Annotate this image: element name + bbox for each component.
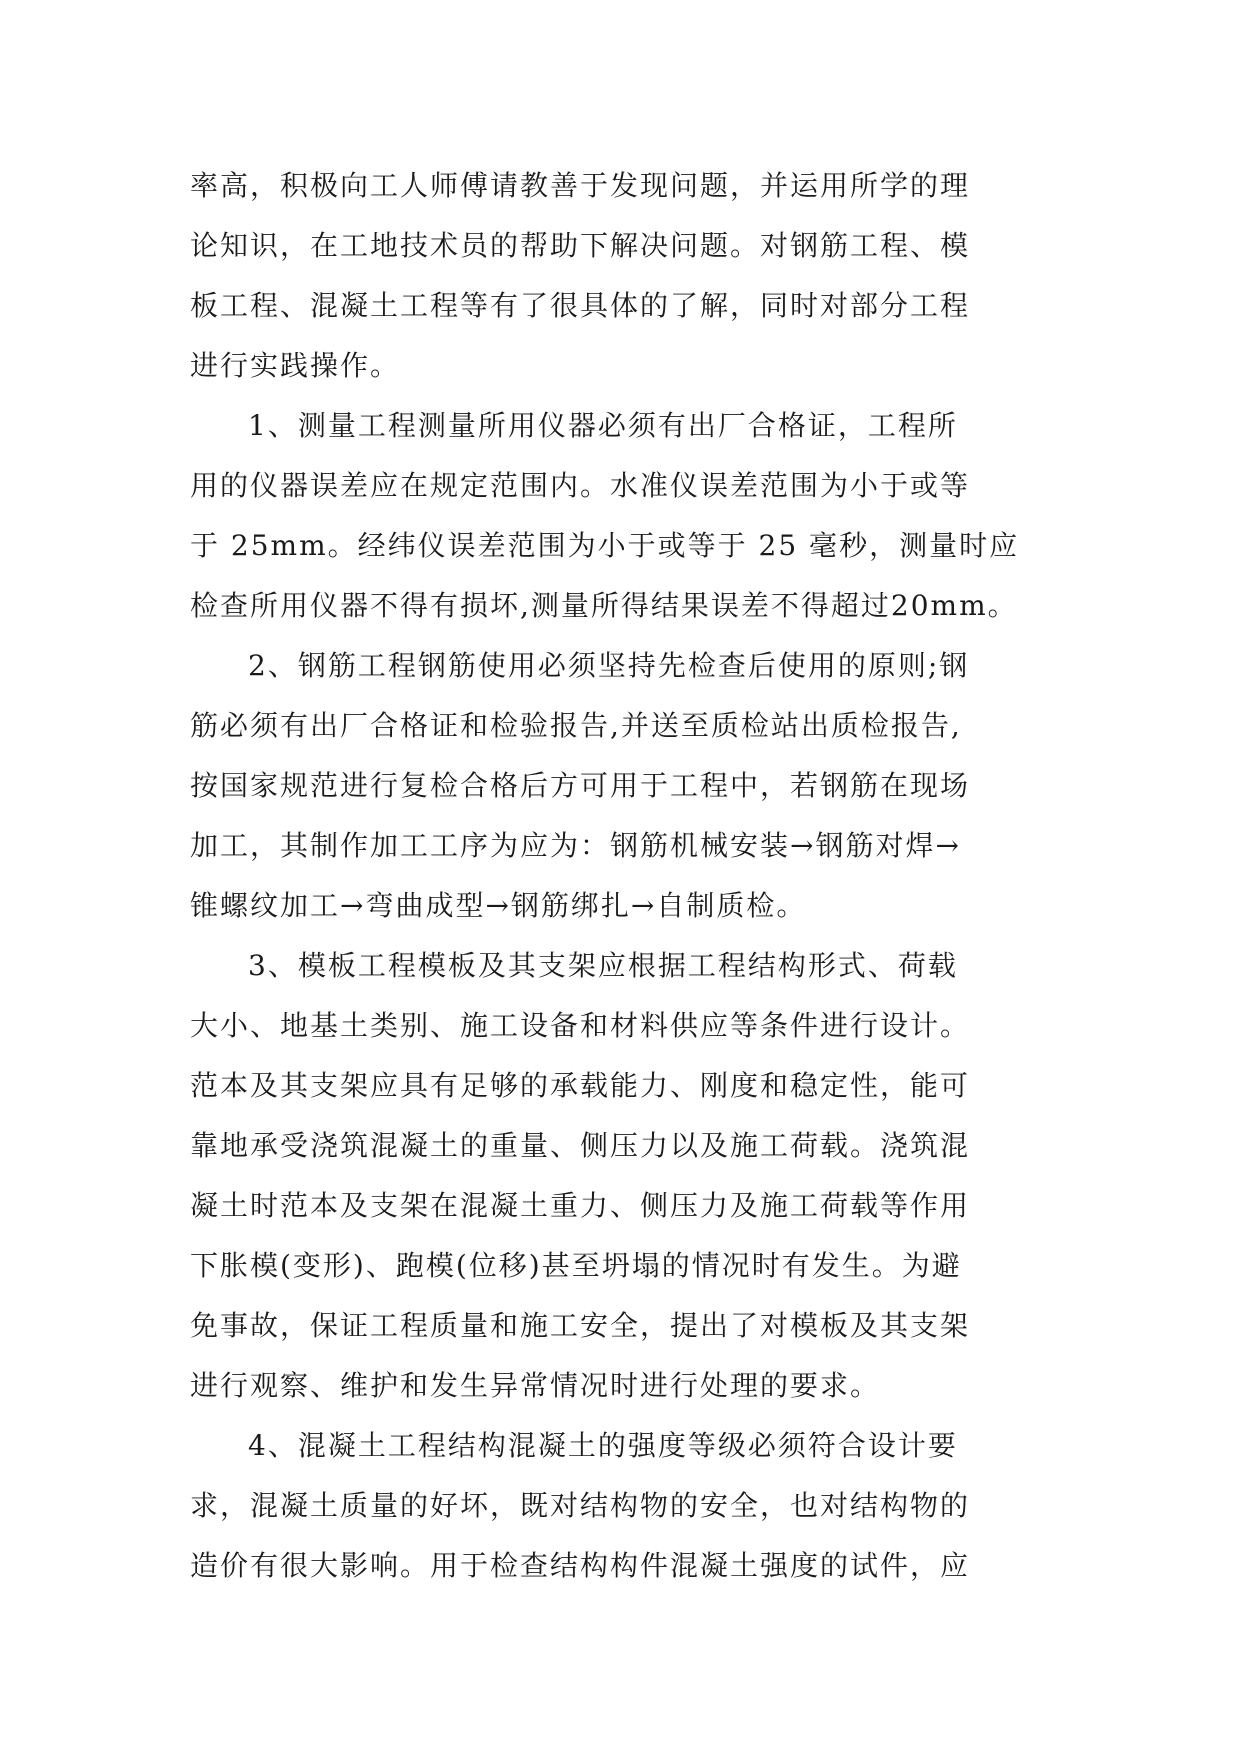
- text-line: 进行观察、维护和发生异常情况时进行处理的要求。: [190, 1369, 881, 1402]
- text-line: 凝土时范本及支架在混凝土重力、侧压力及施工荷载等作用: [190, 1189, 971, 1222]
- text-line: 检查所用仪器不得有损坏,测量所得结果误差不得超过20mm。: [190, 589, 1018, 622]
- text-line: 靠地承受浇筑混凝土的重量、侧压力以及施工荷载。浇筑混: [190, 1129, 971, 1162]
- text-line: 用的仪器误差应在规定范围内。水准仪误差范围为小于或等: [190, 469, 971, 502]
- paragraph-measurement: [190, 396, 1050, 636]
- text-line: 下胀模(变形)、跑模(位移)甚至坍塌的情况时有发生。为避: [190, 1249, 962, 1282]
- paragraph-formwork: [190, 936, 1050, 1416]
- text-line: 造价有很大影响。用于检查结构构件混凝土强度的试件，应: [190, 1549, 971, 1582]
- text-line: 按国家规范进行复检合格后方可用于工程中，若钢筋在现场: [190, 769, 971, 802]
- text-line: 论知识，在工地技术员的帮助下解决问题。对钢筋工程、模: [190, 229, 971, 262]
- text-line: 筋必须有出厂合格证和检验报告,并送至质检站出质检报告,: [190, 709, 962, 742]
- text-line: 求，混凝土质量的好坏，既对结构物的安全，也对结构物的: [190, 1489, 971, 1522]
- text-line: 于 25mm。经纬仪误差范围为小于或等于 25 毫秒，测量时应: [190, 529, 1020, 562]
- text-line: 加工，其制作加工工序为应为：钢筋机械安装→钢筋对焊→: [190, 829, 961, 862]
- text-line: 进行实践操作。: [190, 349, 401, 382]
- paragraph-concrete: [190, 1416, 1050, 1596]
- text-line: 4、混凝土工程结构混凝土的强度等级必须符合设计要: [248, 1429, 958, 1462]
- text-line: 范本及其支架应具有足够的承载能力、刚度和稳定性，能可: [190, 1069, 971, 1102]
- text-line: 锥螺纹加工→弯曲成型→钢筋绑扎→自制质检。: [190, 889, 807, 922]
- text-line: 3、模板工程模板及其支架应根据工程结构形式、荷载: [248, 949, 958, 982]
- paragraph-rebar: [190, 636, 1050, 936]
- text-line: 免事故，保证工程质量和施工安全，提出了对模板及其支架: [190, 1309, 971, 1342]
- text-line: 2、钢筋工程钢筋使用必须坚持先检查后使用的原则;钢: [248, 649, 970, 682]
- text-line: 大小、地基土类别、施工设备和材料供应等条件进行设计。: [190, 1009, 971, 1042]
- text-line: 1、测量工程测量所用仪器必须有出厂合格证，工程所: [248, 409, 958, 442]
- document-body: [190, 156, 1050, 1596]
- paragraph-continuation: [190, 156, 1050, 396]
- text-line: 率高，积极向工人师傅请教善于发现问题，并运用所学的理: [190, 169, 971, 202]
- text-line: 板工程、混凝土工程等有了很具体的了解，同时对部分工程: [190, 289, 971, 322]
